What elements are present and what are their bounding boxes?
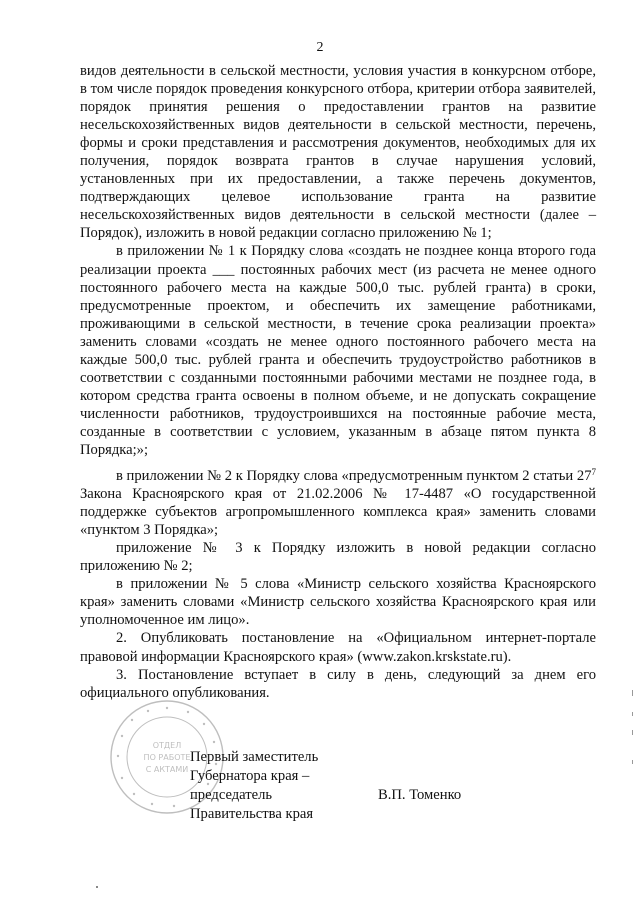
stamp-line-3: С АКТАМИ bbox=[145, 765, 189, 774]
signature-title-line: Первый заместитель bbox=[190, 749, 319, 765]
paragraph-4: приложение № 3 к Порядку изложить в новой редакции согласно приложению № 2; bbox=[80, 540, 596, 575]
stamp-line-2: ПО РАБОТЕ bbox=[143, 753, 191, 762]
signature-title bbox=[190, 748, 318, 824]
signature-title-line: Правительства края bbox=[190, 806, 314, 822]
signature-title-line: Губернатора края – bbox=[190, 768, 310, 784]
paragraph-3 bbox=[80, 467, 596, 539]
scan-speck bbox=[96, 886, 98, 888]
article-superscript: 7 bbox=[591, 467, 596, 478]
paragraph-7: 3. Постановление вступает в силу в день, следующий за днем его официального опубликования. bbox=[80, 666, 596, 701]
stamp-line-1: ОТДЕЛ bbox=[152, 741, 182, 750]
signature-title-line: председатель bbox=[190, 787, 273, 803]
page-number: 2 bbox=[316, 40, 324, 55]
paragraph-1: видов деятельности в сельской местности, условия участия в конкурсном отборе, в том числе порядок проведения конкурсного отбора, критерии отбора заявителей, порядок принятия решения о предоставлении грантов на развитие несельскохозяйственных видов деятельности в сельской местности, перечень, формы и сроки представления и рассмотрения документов, необходимых для их получения, порядок возврата грантов в случае нарушения условий, установленных при их предоставлении, а также перечень документов, подтверждающих целевое использование гранта на развитие несельскохозяйственных видов деятельности в сельской местности (далее – Порядок), изложить в новой редакции согласно приложению № 1; bbox=[80, 63, 596, 242]
paragraph-6: 2. Опубликовать постановление на «Официальном интернет-портале правовой информации Красноярского края» (www.zakon.krskstate.ru). bbox=[80, 630, 596, 665]
document-body bbox=[80, 62, 596, 702]
signer-name: В.П. Томенко bbox=[378, 787, 462, 803]
scan-edge-marks bbox=[628, 690, 636, 770]
paragraph-2: в приложении № 1 к Порядку слова «создать не позднее конца второго года реализации проекта ___ постоянных рабочих мест (из расчета не менее одного постоянного рабочего места на каждые 500,0 тыс. рублей гранта) в сроки, предусмотренные проектом, и обеспечить их замещение работниками, проживающими в сельской местности, в течение срока реализации проекта» заменить словами «создать не менее одного постоянного рабочего места на каждые 500,0 тыс. рублей гранта и обеспечить трудоустройство работников в соответствии с созданными постоянными рабочими местами не позднее года, в котором средства гранта освоены в полном объеме, и не допускать сокращение численности работников, трудоустроившихся на постоянные рабочие места, созданные в соответствии с условием, указанным в абзаце пятом пункта 8 Порядка;»; bbox=[80, 243, 596, 458]
paragraph-5: в приложении № 5 слова «Министр сельского хозяйства Красноярского края» заменить словами «Министр сельского хозяйства Красноярского края или уполномоченное им лицо». bbox=[80, 576, 596, 629]
paragraph-3-part-2: Закона Красноярского края от 21.02.2006 № 17-4487 «О государственной поддержке субъектов агропромышленного комплекса края» заменить словами «пунктом 3 Порядка»; bbox=[80, 486, 596, 539]
paragraph-3-part-1: в приложении № 2 к Порядку слова «предусмотренным пунктом 2 статьи 27 bbox=[116, 468, 592, 485]
